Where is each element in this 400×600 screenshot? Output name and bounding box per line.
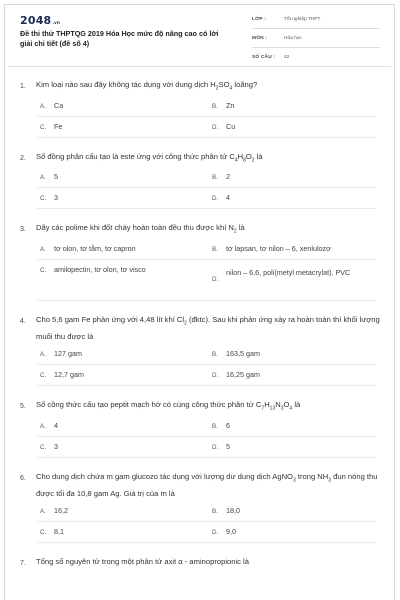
site-logo[interactable]: 2048.vn <box>20 14 60 27</box>
answer-option-b[interactable] <box>212 506 240 515</box>
option-label: C. <box>40 372 47 380</box>
answer-option-c[interactable] <box>40 193 58 202</box>
option-label: D. <box>212 195 219 203</box>
option-row <box>36 167 376 188</box>
option-row <box>36 239 376 260</box>
answer-option-a[interactable] <box>40 101 63 110</box>
option-label: C. <box>40 123 47 131</box>
info-subject-label: MÔN : <box>252 36 268 41</box>
option-label: D. <box>212 123 219 131</box>
option-row <box>36 365 376 386</box>
info-count-label: SỐ CÂU : <box>252 55 276 60</box>
info-class-value: Tốt nghiệp THPT <box>284 17 321 22</box>
option-text: 5 <box>54 172 58 182</box>
answer-option-d[interactable] <box>212 527 236 536</box>
option-text: 4 <box>54 420 58 430</box>
answer-option-a[interactable] <box>40 349 82 358</box>
option-text: 4 <box>226 193 230 203</box>
option-text: tơ olon, tơ tằm, tơ capron <box>54 243 136 253</box>
answer-option-b[interactable] <box>212 172 230 181</box>
answer-option-a[interactable] <box>40 421 58 430</box>
answer-option-d[interactable] <box>212 122 235 131</box>
option-label: C. <box>40 529 47 537</box>
question-3 <box>0 219 400 311</box>
answer-option-c[interactable] <box>40 370 84 379</box>
option-label: A. <box>40 102 46 110</box>
question-4 <box>0 311 400 397</box>
answer-option-a[interactable] <box>40 172 58 181</box>
option-text: Zn <box>226 100 235 110</box>
option-text: Ca <box>54 100 64 110</box>
option-text: amilopectin, tơ olon, tơ visco <box>54 264 146 274</box>
question-text: Dãy các polime khi đốt cháy hoàn toàn đều thu được khí $N_2$ là <box>36 223 245 235</box>
exam-title: Đề thi thử THPTQG 2019 Hóa Học mức độ nâng cao có lời giải chi tiết (đề số 4) <box>20 29 219 48</box>
info-class <box>252 14 380 29</box>
option-text: Fe <box>54 121 63 131</box>
option-row <box>36 501 376 522</box>
option-row <box>36 344 376 365</box>
answer-option-a[interactable] <box>40 506 68 515</box>
question-1 <box>0 76 400 148</box>
option-row <box>36 188 376 209</box>
option-label: C. <box>40 266 47 274</box>
answer-option-b[interactable] <box>212 101 234 110</box>
option-text: 2 <box>226 172 230 182</box>
option-row <box>36 522 376 543</box>
option-text: nilon – 6,6, poli(metyl metacrylat), PVC <box>226 267 351 277</box>
question-number: 1. <box>20 83 26 90</box>
question-text: Số công thức cấu tạo peptit mạch hở có cùng công thức phân tử $C_7H_{13}N_3O_4$ là <box>36 400 301 412</box>
answer-option-d[interactable] <box>212 193 230 202</box>
option-label: C. <box>40 195 47 203</box>
answer-option-c[interactable] <box>40 265 146 274</box>
option-row <box>36 416 376 437</box>
option-text: 8,1 <box>54 527 64 537</box>
question-text: Tổng số nguyên tử trong một phân tử axit α - aminopropionic là <box>36 557 249 567</box>
option-text: 16,2 <box>54 506 68 516</box>
info-subject <box>252 33 380 48</box>
question-7 <box>0 553 400 569</box>
question-text: Kim loại nào sau đây không tác dụng với dung dịch $H_2SO_4$ loãng? <box>36 80 258 92</box>
option-label: B. <box>212 102 218 110</box>
option-label: A. <box>40 422 46 430</box>
option-label: A. <box>40 351 46 359</box>
question-5 <box>0 396 400 468</box>
option-label: B. <box>212 508 218 516</box>
option-text: 16,25 gam <box>226 370 260 380</box>
info-subject-value: Hóa học <box>284 36 302 41</box>
option-text: 18,0 <box>226 506 240 516</box>
option-text: 5 <box>226 441 230 451</box>
option-text: 3 <box>54 193 58 203</box>
answer-option-d[interactable] <box>212 442 230 451</box>
option-label: B. <box>212 245 218 253</box>
exam-info <box>252 14 380 71</box>
question-text: Cho dung dịch chứa m gam glucozo tác dụng với lượng dư dung dịch AgNO$_3$ trong $NH_3$ đun nóng thu được tối đa 10,8 gam Ag. Giá trị của m là <box>36 471 378 499</box>
option-text: 6 <box>226 420 230 430</box>
option-text: tơ lapsan, tơ nilon – 6, xenlulozơ <box>226 243 331 253</box>
option-row <box>36 260 376 301</box>
option-label: A. <box>40 174 46 182</box>
option-row <box>36 437 376 458</box>
answer-option-a[interactable] <box>40 244 136 253</box>
info-class-label: LỚP : <box>252 17 267 22</box>
answer-option-d[interactable] <box>212 266 372 286</box>
option-label: A. <box>40 245 46 253</box>
question-number: 3. <box>20 226 26 234</box>
option-label: D. <box>212 372 219 380</box>
option-label: B. <box>212 174 218 182</box>
option-row <box>36 96 376 117</box>
option-label: B. <box>212 422 218 430</box>
question-list <box>0 76 400 569</box>
option-text: 3 <box>54 441 58 451</box>
option-label: D. <box>212 443 219 451</box>
header-divider <box>8 66 391 67</box>
option-label: D. <box>212 529 219 537</box>
exam-header <box>0 0 400 66</box>
answer-option-c[interactable] <box>40 122 62 131</box>
option-text: Cu <box>226 121 236 131</box>
option-text: 9,0 <box>226 527 236 537</box>
option-text: 163,5 gam <box>226 349 260 359</box>
answer-option-b[interactable] <box>212 244 331 253</box>
option-label: D. <box>212 275 219 283</box>
option-text: 12,7 gam <box>54 370 84 380</box>
question-number: 4. <box>20 317 26 325</box>
question-text: Số đồng phân cấu tạo là este ứng với công thức phân tử $C_4H_8O_2$ là <box>36 151 263 164</box>
option-label: C. <box>40 443 47 451</box>
question-number: 7. <box>20 560 26 568</box>
answer-option-c[interactable] <box>40 527 64 536</box>
option-text: 127 gam <box>54 349 82 359</box>
answer-option-d[interactable] <box>212 370 260 379</box>
answer-option-c[interactable] <box>40 442 58 451</box>
option-row <box>36 117 376 138</box>
question-number: 5. <box>20 403 26 411</box>
option-label: A. <box>40 508 46 516</box>
question-6 <box>0 468 400 554</box>
info-count-value: 42 <box>284 55 290 60</box>
question-number: 6. <box>20 474 26 482</box>
info-count <box>252 52 380 67</box>
answer-option-b[interactable] <box>212 349 260 358</box>
question-number: 2. <box>20 154 26 162</box>
answer-option-b[interactable] <box>212 421 230 430</box>
question-text: Cho 5,6 gam Fe phản ứng với 4,48 lít khí $Cl_2$ (đktc). Sau khi phản ứng xảy ra hoàn toàn thì khối lượng muối thu được là <box>36 314 380 342</box>
option-label: B. <box>212 351 218 359</box>
question-2 <box>0 148 400 220</box>
